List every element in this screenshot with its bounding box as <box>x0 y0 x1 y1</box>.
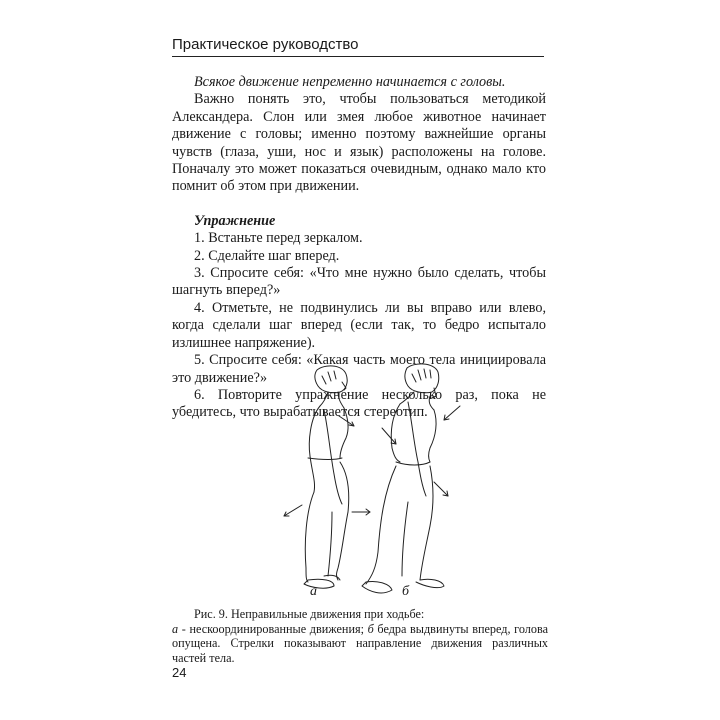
caption-marker-b: б <box>367 621 374 636</box>
exercise-step: 3. Спросите себя: «Что мне нужно было сделать, чтобы шагнуть вперед?» <box>172 265 546 299</box>
exercise-step: 5. Спросите себя: «Какая часть моего тела инициировала это движение?» <box>172 352 546 386</box>
exercise-heading: Упражнение <box>194 212 276 229</box>
figure-b-drawing <box>362 364 460 593</box>
exercise-step: 6. Повторите упражнение несколько раз, пока не убедитесь, что вырабатывается стереотип. <box>172 386 546 421</box>
page-number: 24 <box>172 665 187 680</box>
figure-walking-posture <box>262 362 462 602</box>
figure-caption <box>172 607 548 665</box>
exercise-step: 1. Встаньте перед зеркалом. <box>194 230 363 247</box>
exercise-step: 4. Отметьте, не подвинулись ли вы вправо или влево, когда сделали шаг вперед (если так, то бедро испытало излишнее напряжение). <box>172 299 546 351</box>
caption-body <box>172 622 548 666</box>
exercise-step: 2. Сделайте шаг вперед. <box>194 247 340 264</box>
figure-label-a: а <box>310 584 317 599</box>
caption-marker-a: а <box>172 621 179 636</box>
caption-title: Рис. 9. Неправильные движения при ходьбе: <box>194 607 425 621</box>
caption-text-b: бедра выдвинуты вперед, голова опущена. Стрелки показывают направление движения различных частей тела. <box>172 621 548 665</box>
figure-label-b: б <box>402 584 410 599</box>
figure-a-drawing <box>284 366 370 588</box>
caption-text-a: - нескоординированные движения; <box>178 621 368 636</box>
paragraph: Важно понять это, чтобы пользоваться методикой Александера. Слон или змея любое животное начинает движение с головы; именно поэтому важнейшие органы чувств (глаза, уши, нос и язык) расположены на голове. Поначалу это может показаться очевидным, однако мало кто помнит об этом при движении. <box>172 91 546 195</box>
epigraph: Всякое движение непременно начинается с головы. <box>194 74 506 90</box>
walking-figures-illustration <box>262 362 462 602</box>
running-head: Практическое руководство <box>172 36 544 57</box>
